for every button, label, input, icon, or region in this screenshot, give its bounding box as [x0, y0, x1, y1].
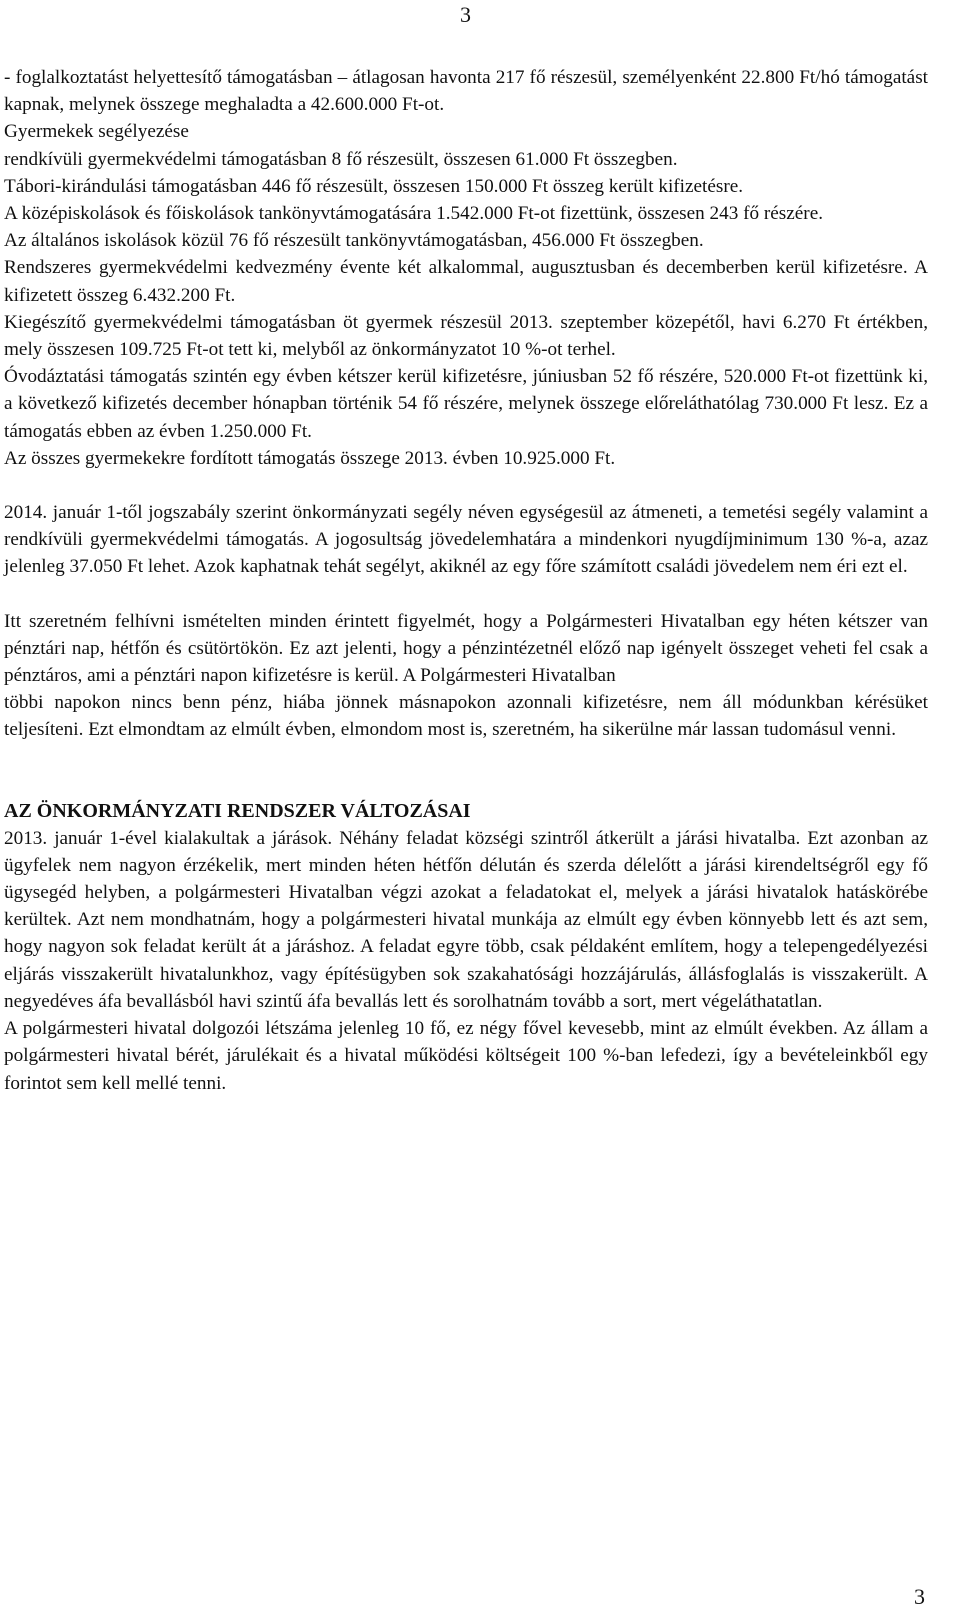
paragraph-rendkivuli: rendkívüli gyermekvédelmi támogatásban 8 fő részesült, összesen 61.000 Ft összegben.: [4, 148, 678, 170]
spacer: [4, 472, 928, 499]
paragraph-tobbi-napokon: többi napokon nincs benn pénz, hiába jönnek másnapokon azonnali kifizetésre, nem áll módunkban kérésüket teljesíteni. Ezt elmondtam az elmúlt évben, elmondom most is, szeretném, ha sikerülne már lassan tudomásul venni.: [4, 692, 928, 741]
section-heading: AZ ÖNKORMÁNYZATI RENDSZER VÁLTOZÁSAI: [4, 799, 471, 822]
paragraph-kiegeszito: Kiegészítő gyermekvédelmi támogatásban öt gyermek részesül 2013. szeptember közepétől, havi 6.270 Ft értékben, mely összesen 109.725 Ft-ot tett ki, melyből az önkormányzatot 10 %-ot terhel.: [4, 311, 928, 361]
document-body: [4, 64, 928, 1097]
paragraph-2014-januar: 2014. január 1-től jogszabály szerint önkormányzati segély néven egységesül az átmeneti, a temetési segély valamint a rendkívüli gyermekvédelmi támogatás. A jogosultság jövedelemhatára a mindenkori nyugdíjminimum 130 %-a, azaz jelenleg 37.050 Ft lehet. Azok kaphatnak tehát segélyt, akiknél az egy főre számított családi jövedelem nem éri ezt el.: [4, 502, 928, 578]
paragraph-penztari-nap: Itt szeretném felhívni ismételten minden érintett figyelmét, hogy a Polgármesteri Hivatalban egy héten kétszer van pénztári nap, hétfőn és csütörtökön. Ez azt jelenti, hogy a pénzintézetnél előző nap igényelt összeget veheti fel csak a pénztáros, ami a pénztári napon kifizetésre is kerül. A Polgármesteri Hivatalban: [4, 610, 928, 687]
spacer: [4, 581, 928, 608]
subheading-gyermekek-segelyezese: Gyermekek segélyezése: [4, 121, 189, 143]
page-number-bottom: 3: [914, 1584, 925, 1609]
paragraph-foglalkoztatast: - foglalkoztatást helyettesítő támogatásban – átlagosan havonta 217 fő részesül, személyenként 22.800 Ft/hó támogatást kapnak, melynek összege meghaladta a 42.600.000 Ft-ot.: [4, 67, 928, 116]
paragraph-kozepiskolasok: A középiskolások és főiskolások tankönyvtámogatására 1.542.000 Ft-ot fizettünk, összesen 243 fő részére.: [4, 203, 824, 225]
paragraph-osszes-gyermek: Az összes gyermekekre fordított támogatás összege 2013. évben 10.925.000 Ft.: [4, 447, 616, 469]
paragraph-jarasok: 2013. január 1-ével kialakultak a járások. Néhány feladat községi szintről átkerült a járási hivatalba. Ezt azonban az ügyfelek nem nagyon érzékelik, mert minden héten hétfőn délután és szerda délelőtt a járási kirendeltségről egy fő ügysegéd helyben, a polgármesteri Hivatalban végzi azokat a feladatokat el, melyek a járási hivatalok hatáskörébe kerültek. Azt nem mondhatnám, hogy a polgármesteri hivatal munkája az elmúlt egy évben könnyebb lett és azt sem, hogy nagyon sok feladat került át a járáshoz. A feladat egyre több, csak példaként említem, hogy a telepengedélyezési eljárás visszakerült hivatalunkhoz, vagy építésügyben sok szakahatósági hozzájárulás, állásfoglalás is visszakerült. A negyedéves áfa bevallásból havi szintű áfa bevallás lett és sorolhatnám tovább a sort, mert végeláthatatlan.: [4, 827, 928, 1012]
paragraph-altalanos-iskolasok: Az általános iskolások közül 76 fő részesült tankönyvtámogatásban, 456.000 Ft összegben.: [4, 230, 704, 252]
paragraph-ovodaztatasi: Óvodáztatási támogatás szintén egy évben kétszer kerül kifizetésre, júniusban 52 fő részére, 520.000 Ft-ot fizettünk ki, a következő kifizetés december hónapban történik 54 fő részére, melynek összege előreláthatólag 730.000 Ft lesz. Ez a támogatás ebben az évben 1.250.000 Ft.: [4, 366, 928, 442]
spacer: [4, 744, 928, 798]
page-number-top: 3: [460, 2, 471, 27]
paragraph-rendszeres: Rendszeres gyermekvédelmi kedvezmény évente két alkalommal, augusztusban és decemberben kerül kifizetésre. A kifizetett összeg 6.432.200 Ft.: [4, 257, 928, 306]
paragraph-letszam: A polgármesteri hivatal dolgozói létszáma jelenleg 10 fő, ez négy fővel kevesebb, mint az elmúlt években. Az állam a polgármesteri hivatal bérét, járulékait és a hivatal működési költségeit 100 %-ban lefedezi, így a bevételeinkből egy forintot sem kell mellé tenni.: [4, 1018, 928, 1094]
paragraph-tabori: Tábori-kirándulási támogatásban 446 fő részesült, összesen 150.000 Ft összeg került kifizetésre.: [4, 175, 744, 197]
